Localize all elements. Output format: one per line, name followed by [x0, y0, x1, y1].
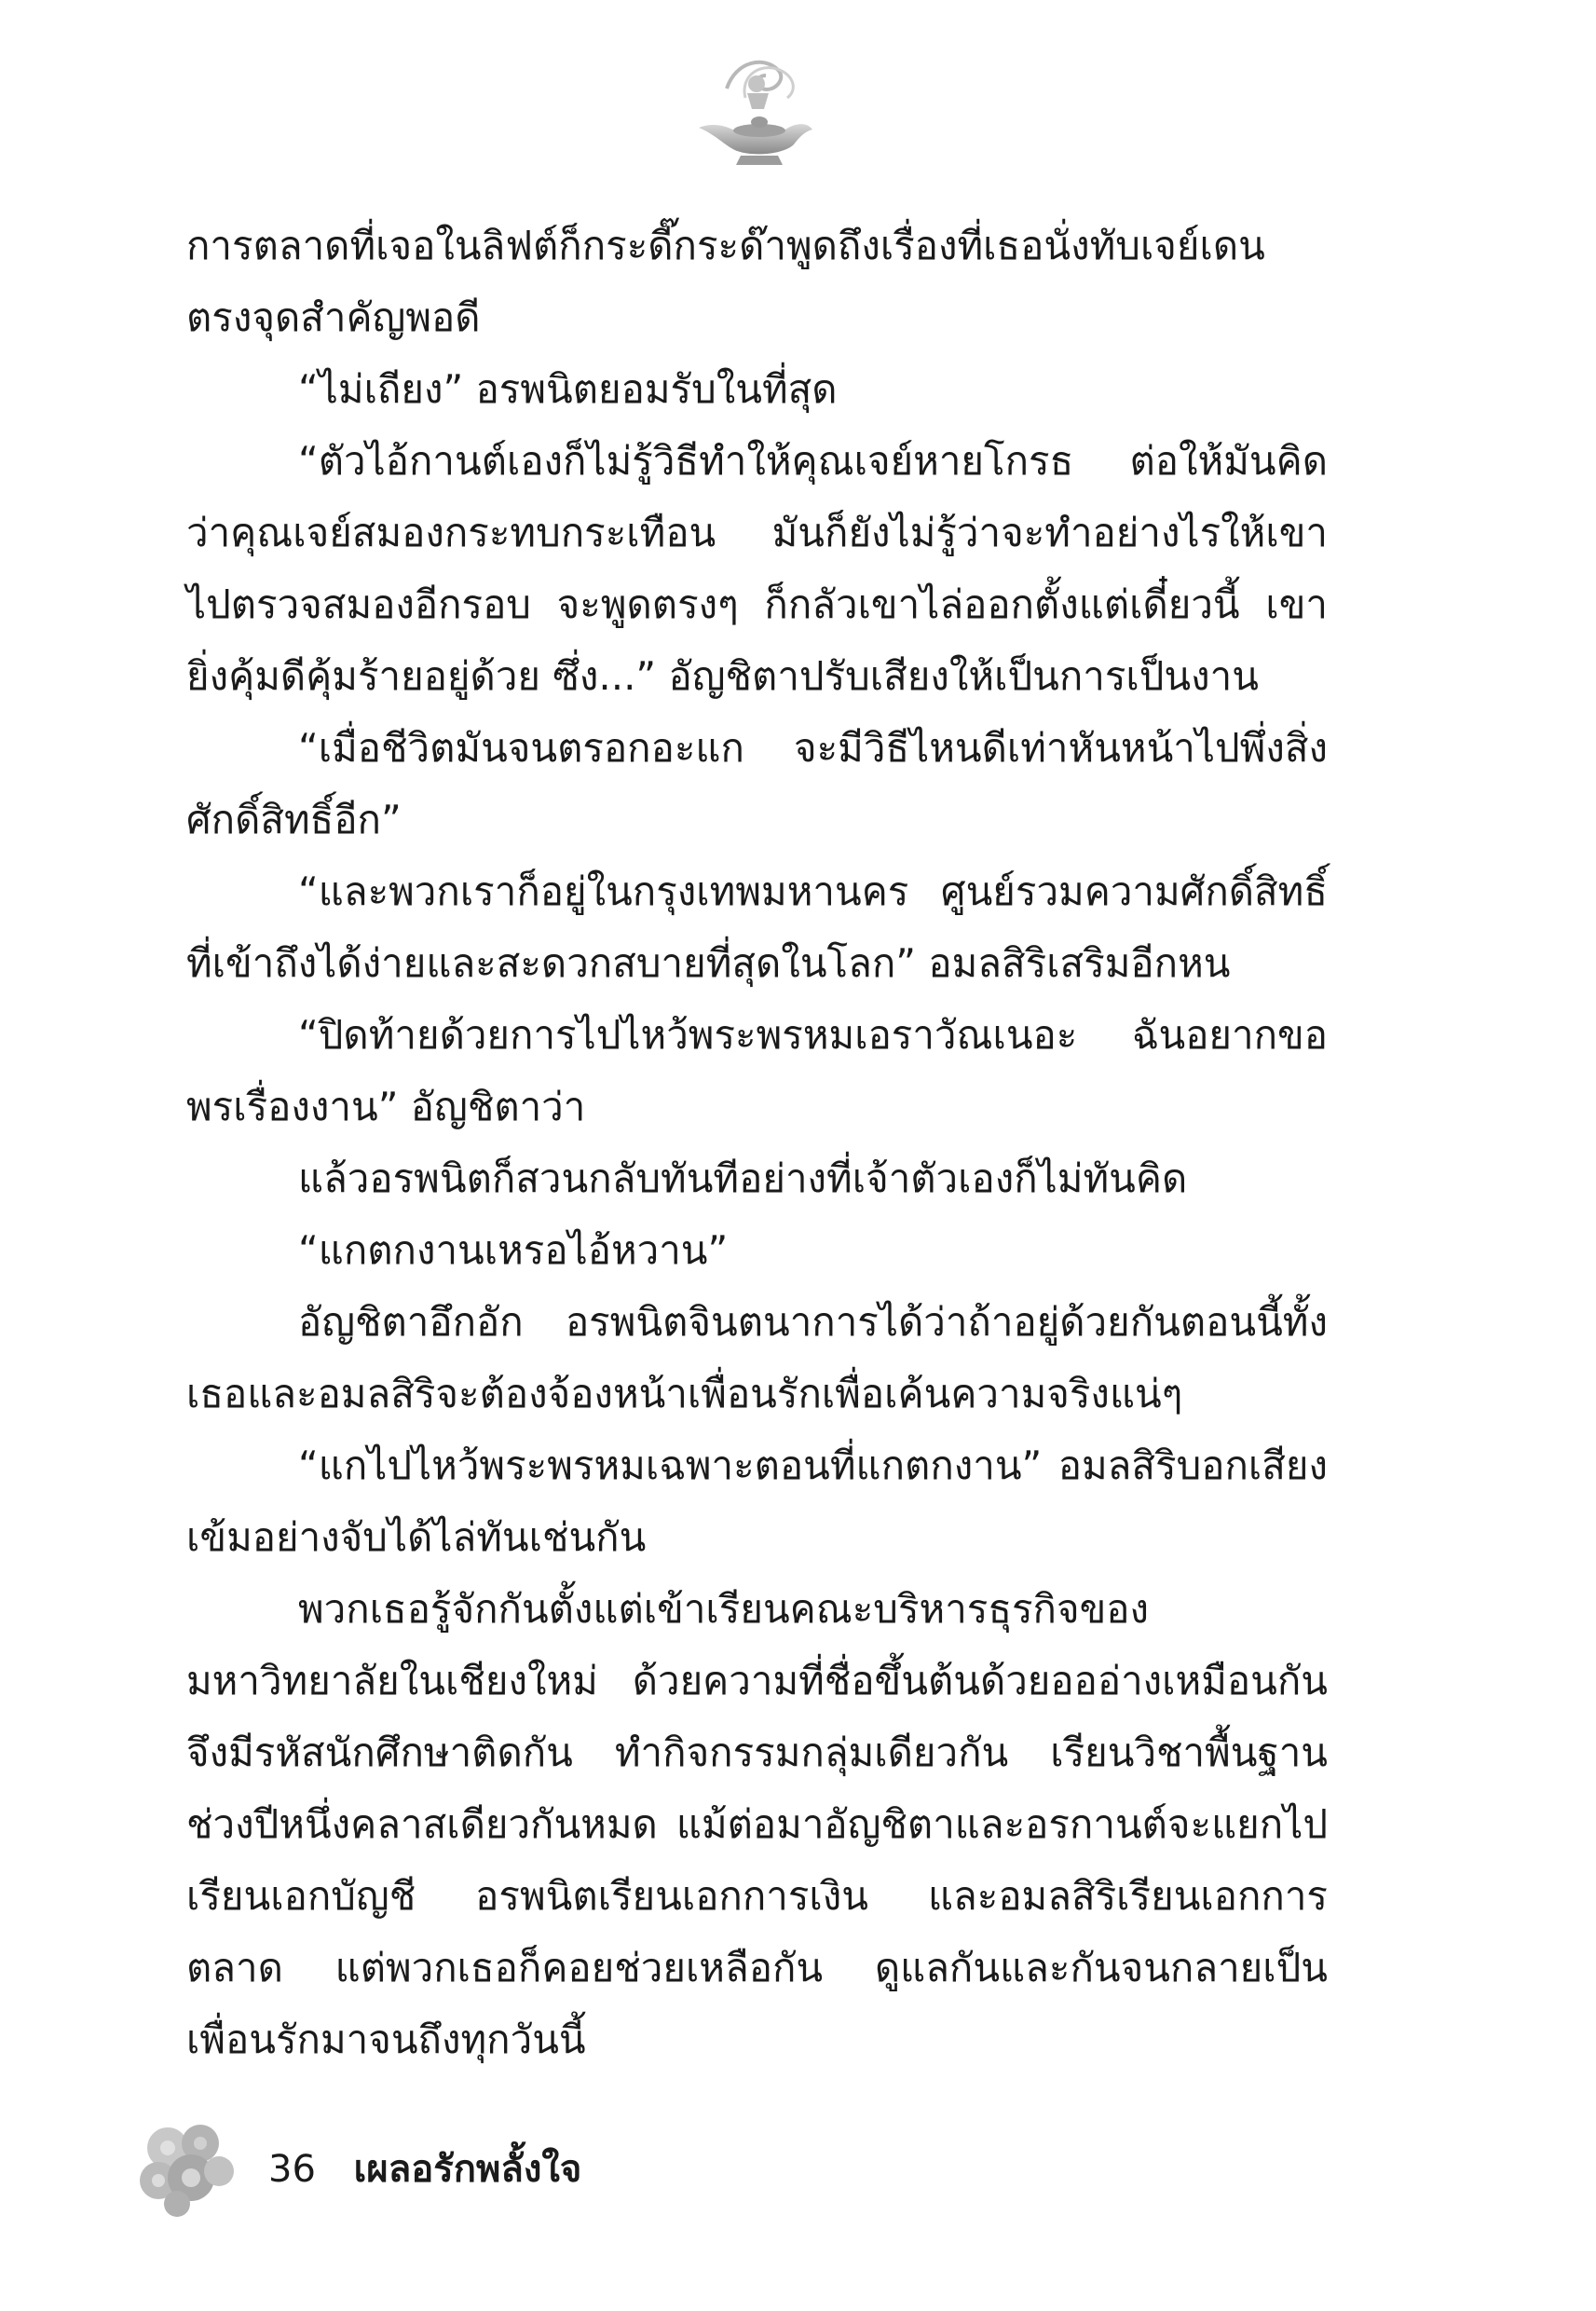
magic-lamp-ornament-icon — [689, 51, 820, 172]
paragraph: “และพวกเราก็อยู่ในกรุงเทพมหานคร ศูนย์รวมความศักดิ์สิทธิ์ที่เข้าถึงได้ง่ายและสะดวกสบายที่สุดในโลก” อมลสิริเสริมอีกหน — [186, 868, 1328, 986]
paragraph: “ไม่เถียง” อรพนิตยอมรับในที่สุด — [298, 366, 838, 412]
flower-bouquet-ornament-icon — [130, 2111, 242, 2222]
paragraph: อัญชิตาอึกอัก อรพนิตจินตนาการได้ว่าถ้าอยู่ด้วยกันตอนนี้ทั้งเธอและอมลสิริจะต้องจ้องหน้าเพื่อนรักเพื่อเค้นความจริงแน่ๆ — [186, 1299, 1328, 1416]
paragraph: “แกตกงานเหรอไอ้หวาน” — [298, 1227, 729, 1273]
paragraph: การตลาดที่เจอในลิฟต์ก็กระดี๊กระด๊าพูดถึงเรื่องที่เธอนั่งทับเจย์เดนตรงจุดสำคัญพอดี — [186, 223, 1265, 340]
paragraph: “ปิดท้ายด้วยการไปไหว้พระพรหมเอราวัณเนอะ ฉันอยากขอพรเรื่องงาน” อัญชิตาว่า — [186, 1012, 1328, 1129]
paragraph: พวกเธอรู้จักกันตั้งแต่เข้าเรียนคณะบริหารธุรกิจของมหาวิทยาลัยในเชียงใหม่ ด้วยความที่ชื่อขึ้นต้นด้วยอออ่างเหมือนกันจึงมีรหัสนักศึกษาติดกัน ทำกิจกรรมกลุ่มเดียวกัน เรียนวิชาพื้นฐานช่วงปีหนึ่งคลาสเดียวกันหมด แม้ต่อมาอัญชิตาและอรกานต์จะแยกไปเรียนเอกบัญชี อรพนิตเรียนเอกการเงิน และอมลสิริเรียนเอกการตลาด แต่พวกเธอก็คอยช่วยเหลือกัน ดูแลกันและกันจนกลายเป็นเพื่อนรักมาจนถึงทุกวันนี้ — [186, 1586, 1328, 2062]
footer-text — [268, 2139, 581, 2198]
page-footer — [130, 2111, 876, 2222]
page-number: 36 — [268, 2148, 316, 2191]
paragraph: แล้วอรพนิตก็สวนกลับทันทีอย่างที่เจ้าตัวเองก็ไม่ทันคิด — [298, 1156, 1188, 1201]
paragraph: “ตัวไอ้กานต์เองก็ไม่รู้วิธีทำให้คุณเจย์หายโกรธ ต่อให้มันคิดว่าคุณเจย์สมองกระทบกระเทือน มันก็ยังไม่รู้ว่าจะทำอย่างไรให้เขาไปตรวจสมองอีกรอบ จะพูดตรงๆ ก็กลัวเขาไล่ออกตั้งแต่เดี๋ยวนี้ เขายิ่งคุ้มดีคุ้มร้ายอยู่ด้วย ซึ่ง...” อัญชิตาปรับเสียงให้เป็นการเป็นงาน — [186, 438, 1328, 699]
body-text — [186, 210, 1328, 2075]
paragraph: “เมื่อชีวิตมันจนตรอกอะแก จะมีวิธีไหนดีเท่าหันหน้าไปพึ่งสิ่งศักดิ์สิทธิ์อีก” — [186, 725, 1328, 842]
paragraph: “แกไปไหว้พระพรหมเฉพาะตอนที่แกตกงาน” อมลสิริบอกเสียงเข้มอย่างจับได้ไล่ทันเช่นกัน — [186, 1443, 1328, 1560]
book-title: เผลอรักพลั้งใจ — [353, 2148, 582, 2191]
